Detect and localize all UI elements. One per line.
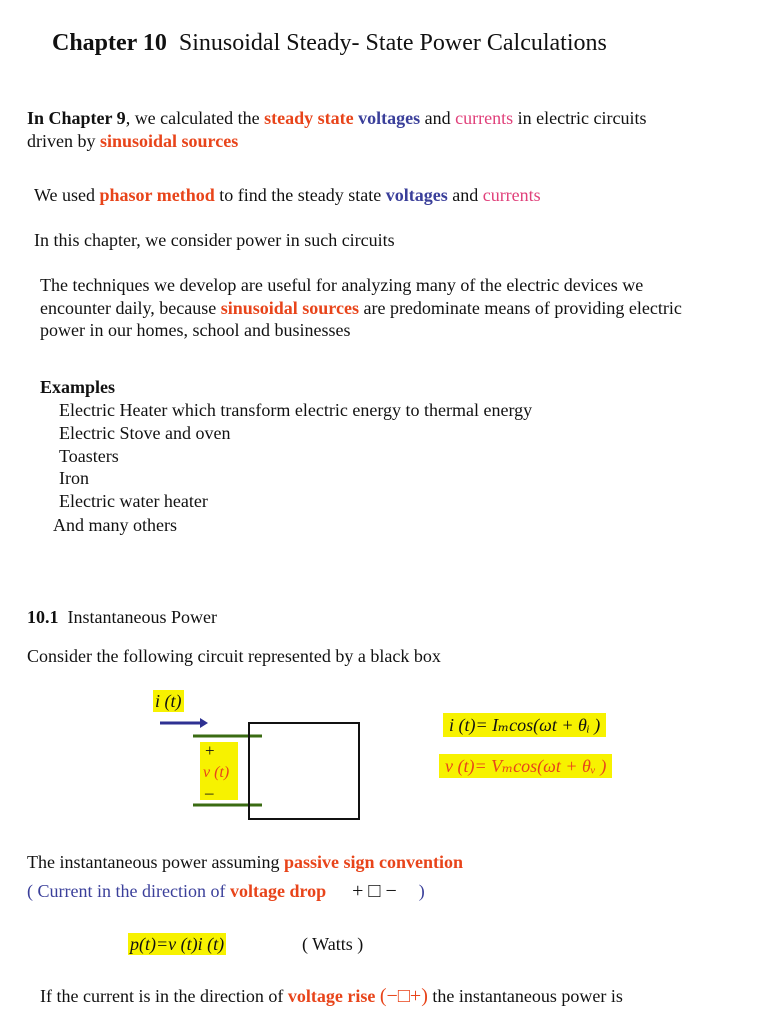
passive-sign-convention-term: passive sign convention [283,852,463,872]
example-item: Toasters [59,446,119,466]
current-arrow-icon [160,718,208,728]
steady-state-term: steady state [264,108,354,128]
circuit-diagram [150,710,370,825]
rise-text-2: the instantaneous power is [427,986,623,1006]
consider-line: Consider the following circuit represented by a black box [27,646,441,666]
rise-text: If the current is in the direction of [40,986,288,1006]
section-title: Instantaneous Power [67,607,217,627]
phasor-line [34,184,541,206]
phasor-text-2: to find the steady state [214,185,386,205]
sinusoidal-sources-term: sinusoidal sources [220,298,359,318]
techniques-line-1: The techniques we develop are useful for analyzing many of the electric devices we [40,275,644,295]
techniques-text-2: are predominate means of providing electric [358,298,682,318]
phasor-text: We used [34,185,100,205]
drop-symbols: + □ − [352,880,397,902]
phasor-and: and [447,185,483,205]
convention-text: ( Current in the direction of [27,881,230,901]
current-label: i (t) [155,691,182,711]
examples-closing: And many others [53,515,177,535]
power-units: ( Watts ) [302,934,364,954]
voltage-rise-term: voltage rise [287,986,376,1006]
power-line [27,851,463,873]
power-text: The instantaneous power assuming [27,852,284,872]
techniques-line-2 [40,297,682,319]
page-title [52,28,607,58]
voltages-term: voltages [358,108,421,128]
example-item: Electric water heater [59,491,208,511]
phasor-method-term: phasor method [99,185,215,205]
sinusoidal-sources-term: sinusoidal sources [99,131,239,151]
intro-lead: In Chapter 9 [27,108,126,128]
minus-sign: – [205,783,214,802]
current-equation: i (t)= Iₘcos(ωt + θᵢ ) [443,713,606,737]
plus-sign: + [205,741,215,760]
voltage-drop-term: voltage drop [229,881,327,901]
convention-close: ) [418,881,425,901]
convention-line [27,880,425,902]
intro-text-2: in electric circuits [513,108,647,128]
example-item: Iron [59,468,89,488]
chapter-scope-line: In this chapter, we consider power in such circuits [34,230,395,250]
example-item: Electric Stove and oven [59,423,231,443]
intro-text: , we calculated the [125,108,265,128]
power-formula: p(t)=v (t)i (t) [130,934,225,954]
example-item: Electric Heater which transform electric energy to thermal energy [59,400,533,420]
voltage-equation: v (t)= Vₘcos(ωt + θᵥ ) [439,754,612,778]
techniques-text: encounter daily, because [40,298,221,318]
rise-line [40,985,623,1007]
intro-line-1 [27,107,647,129]
chapter-number: Chapter 10 [52,30,167,56]
currents-term: currents [455,108,514,128]
intro-and: and [420,108,456,128]
currents-term: currents [482,185,541,205]
intro-line-2 [27,130,238,152]
rise-symbols: (−□+) [379,985,428,1007]
voltage-label: v (t) [203,764,230,781]
section-number: 10.1 [27,607,59,627]
chapter-title: Sinusoidal Steady- State Power Calculations [178,30,607,56]
intro-text-3: driven by [27,131,100,151]
section-heading [27,606,217,628]
examples-heading: Examples [40,377,116,397]
voltages-term: voltages [385,185,448,205]
techniques-line-3: power in our homes, school and businesses [40,320,351,340]
black-box [249,723,359,819]
